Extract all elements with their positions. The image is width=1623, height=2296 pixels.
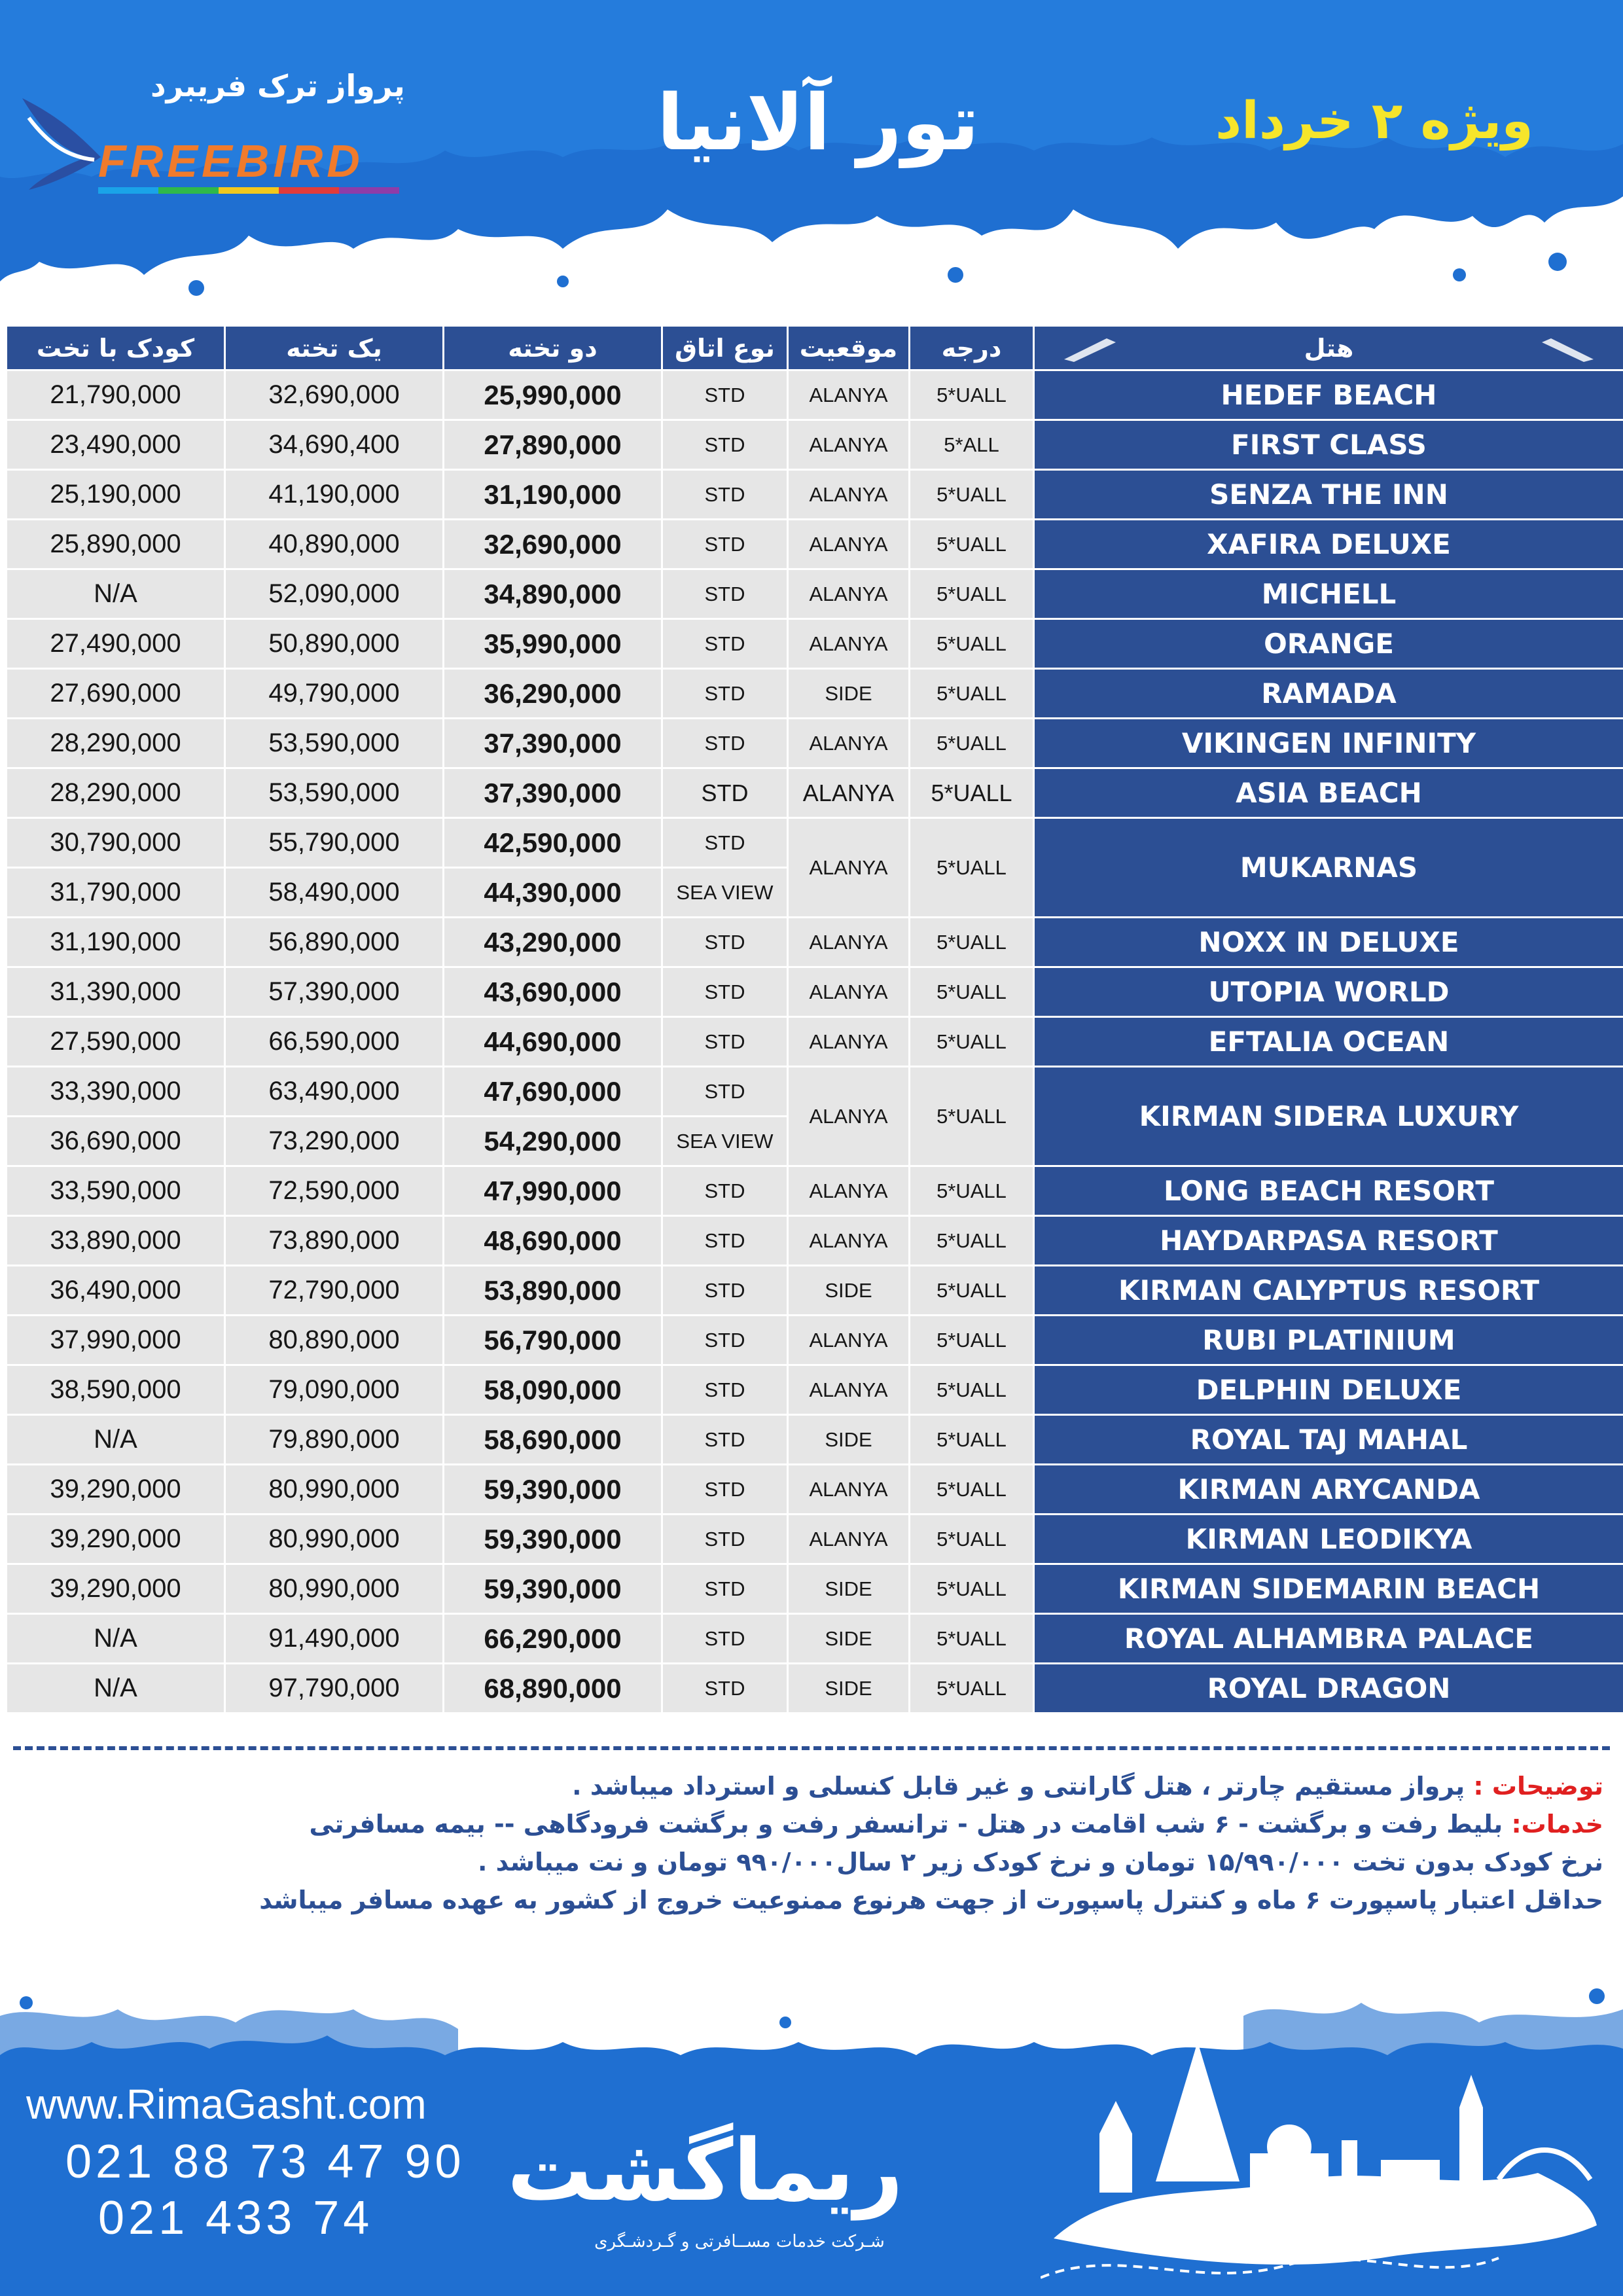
table-row <box>7 918 1623 967</box>
cell-child-bed: 25,890,000 <box>7 520 225 569</box>
brush-icon <box>1538 333 1597 365</box>
cell-room-type: STD <box>662 1415 788 1465</box>
cell-hotel-name: EFTALIA OCEAN <box>1034 1017 1623 1067</box>
cell-child-bed: 39,290,000 <box>7 1465 225 1515</box>
cell-location: ALANYA <box>788 569 910 619</box>
header-hotel-label: هتل <box>1304 333 1354 363</box>
cell-room-type: STD <box>662 1166 788 1216</box>
cell-child-bed: N/A <box>7 569 225 619</box>
freebird-logo-icon <box>16 92 107 196</box>
cell-room-type: STD <box>662 569 788 619</box>
cell-double: 44,390,000 <box>444 868 662 918</box>
cell-room-type: STD <box>662 1316 788 1365</box>
cell-child-bed: N/A <box>7 1664 225 1713</box>
cell-room-type: STD <box>662 768 788 818</box>
cell-double: 54,290,000 <box>444 1117 662 1166</box>
cell-single: 80,990,000 <box>225 1465 444 1515</box>
cell-double: 31,190,000 <box>444 470 662 520</box>
cell-double: 59,390,000 <box>444 1515 662 1564</box>
table-row <box>7 768 1623 818</box>
cell-child-bed: 33,390,000 <box>7 1067 225 1117</box>
note-services-text: بلیط رفت و برگشت - ۶ شب اقامت در هتل - ترانسفر رفت و برگشت فرودگاهی -- بیمه مسافرتی <box>309 1810 1512 1839</box>
cell-double: 37,390,000 <box>444 768 662 818</box>
cell-location: ALANYA <box>788 1316 910 1365</box>
cell-child-bed: 33,590,000 <box>7 1166 225 1216</box>
cell-grade: 5*UALL <box>910 1515 1034 1564</box>
cell-location: SIDE <box>788 1266 910 1316</box>
table-row <box>7 669 1623 719</box>
table-header-row <box>7 326 1623 370</box>
cell-double: 43,690,000 <box>444 967 662 1017</box>
table-row <box>7 1365 1623 1415</box>
phone-number-1: 021 88 73 47 90 <box>65 2136 465 2188</box>
table-row <box>7 1564 1623 1614</box>
cell-single: 52,090,000 <box>225 569 444 619</box>
phone-number-2: 021 433 74 <box>98 2192 374 2244</box>
cell-double: 42,590,000 <box>444 818 662 868</box>
cell-grade: 5*ALL <box>910 420 1034 470</box>
note-services-label: خدمات: <box>1511 1810 1603 1839</box>
brand-name: FREEBIRD <box>98 135 364 187</box>
cell-single: 91,490,000 <box>225 1614 444 1664</box>
cell-single: 80,990,000 <box>225 1564 444 1614</box>
cell-location: ALANYA <box>788 1017 910 1067</box>
header-grade: درجه <box>910 326 1034 370</box>
cell-grade: 5*UALL <box>910 1465 1034 1515</box>
cell-hotel-name: UTOPIA WORLD <box>1034 967 1623 1017</box>
table-row <box>7 1166 1623 1216</box>
header-location: موقعیت <box>788 326 910 370</box>
company-tagline: شـرکت خدمات مســافرتی و گـردشـگری <box>594 2232 885 2251</box>
cell-child-bed: 30,790,000 <box>7 818 225 868</box>
cell-room-type: STD <box>662 918 788 967</box>
cell-single: 55,790,000 <box>225 818 444 868</box>
cell-child-bed: 31,790,000 <box>7 868 225 918</box>
cell-hotel-name: SENZA THE INN <box>1034 470 1623 520</box>
cell-grade: 5*UALL <box>910 818 1034 918</box>
cell-room-type: STD <box>662 1365 788 1415</box>
cell-location: ALANYA <box>788 470 910 520</box>
cell-grade: 5*UALL <box>910 918 1034 967</box>
table-row <box>7 1415 1623 1465</box>
header-hotel <box>1034 326 1623 370</box>
cell-grade: 5*UALL <box>910 1316 1034 1365</box>
note-description-text: پرواز مستقیم چارتر ، هتل گارانتی و غیر قابل کنسلی و استرداد میباشد . <box>572 1772 1474 1801</box>
cell-single: 56,890,000 <box>225 918 444 967</box>
table-row <box>7 470 1623 520</box>
cell-room-type: STD <box>662 1564 788 1614</box>
cell-double: 32,690,000 <box>444 520 662 569</box>
cell-grade: 5*UALL <box>910 768 1034 818</box>
cell-location: ALANYA <box>788 520 910 569</box>
header-double: دو تخته <box>444 326 662 370</box>
cell-child-bed: N/A <box>7 1614 225 1664</box>
table-body <box>7 370 1623 1713</box>
cell-grade: 5*UALL <box>910 1017 1034 1067</box>
cell-hotel-name: HEDEF BEACH <box>1034 370 1623 420</box>
cell-hotel-name: FIRST CLASS <box>1034 420 1623 470</box>
cell-child-bed: 33,890,000 <box>7 1216 225 1266</box>
cell-room-type: STD <box>662 818 788 868</box>
cell-single: 79,890,000 <box>225 1415 444 1465</box>
cell-single: 72,790,000 <box>225 1266 444 1316</box>
cell-single: 73,890,000 <box>225 1216 444 1266</box>
cell-grade: 5*UALL <box>910 569 1034 619</box>
cell-single: 72,590,000 <box>225 1166 444 1216</box>
cell-child-bed: 27,590,000 <box>7 1017 225 1067</box>
cell-single: 73,290,000 <box>225 1117 444 1166</box>
cell-child-bed: 39,290,000 <box>7 1564 225 1614</box>
cell-child-bed: 23,490,000 <box>7 420 225 470</box>
cell-hotel-name: MUKARNAS <box>1034 818 1623 918</box>
cell-grade: 5*UALL <box>910 470 1034 520</box>
cell-room-type: STD <box>662 1216 788 1266</box>
cell-grade: 5*UALL <box>910 1415 1034 1465</box>
cell-location: ALANYA <box>788 1515 910 1564</box>
cell-child-bed: 27,690,000 <box>7 669 225 719</box>
tour-title: تور آلانیا <box>656 77 980 168</box>
brand-stripes <box>98 187 399 194</box>
note-child-rate: نرخ کودک بدون تخت ۱۵/۹۹۰/۰۰۰ تومان و نرخ کودک زیر ۲ سال۹۹۰/۰۰۰ تومان و نت میباشد . <box>477 1848 1603 1876</box>
cell-hotel-name: KIRMAN CALYPTUS RESORT <box>1034 1266 1623 1316</box>
header <box>0 0 1623 308</box>
cell-child-bed: 27,490,000 <box>7 619 225 669</box>
cell-location: SIDE <box>788 1564 910 1614</box>
cell-double: 34,890,000 <box>444 569 662 619</box>
special-offer-badge: ویژه ۲ خرداد <box>1215 92 1533 151</box>
note-passport: حداقل اعتبار پاسپورت ۶ ماه و کنترل پاسپورت از جهت هرنوع ممنوعیت خروج از کشور به عهده مسافر میباشد <box>259 1886 1603 1914</box>
cell-double: 47,990,000 <box>444 1166 662 1216</box>
cell-hotel-name: KIRMAN SIDEMARIN BEACH <box>1034 1564 1623 1614</box>
cell-single: 41,190,000 <box>225 470 444 520</box>
cell-hotel-name: KIRMAN SIDERA LUXURY <box>1034 1067 1623 1166</box>
notes-section <box>26 1767 1623 1919</box>
cell-room-type: STD <box>662 470 788 520</box>
cell-location: ALANYA <box>788 1365 910 1415</box>
cell-double: 59,390,000 <box>444 1465 662 1515</box>
cell-room-type: STD <box>662 967 788 1017</box>
cell-single: 53,590,000 <box>225 768 444 818</box>
cell-double: 56,790,000 <box>444 1316 662 1365</box>
cell-double: 53,890,000 <box>444 1266 662 1316</box>
brand-caption: پرواز ترک فریبرد <box>151 68 405 103</box>
table-row <box>7 818 1623 868</box>
table-row <box>7 719 1623 768</box>
cell-double: 58,090,000 <box>444 1365 662 1415</box>
cell-grade: 5*UALL <box>910 1365 1034 1415</box>
cell-location: ALANYA <box>788 768 910 818</box>
cell-grade: 5*UALL <box>910 1564 1034 1614</box>
footer <box>0 1977 1623 2296</box>
cell-double: 48,690,000 <box>444 1216 662 1266</box>
cell-grade: 5*UALL <box>910 1166 1034 1216</box>
cell-grade: 5*UALL <box>910 619 1034 669</box>
cell-double: 27,890,000 <box>444 420 662 470</box>
cell-child-bed: 28,290,000 <box>7 719 225 768</box>
cell-hotel-name: RAMADA <box>1034 669 1623 719</box>
cell-child-bed: 31,190,000 <box>7 918 225 967</box>
table-row <box>7 1216 1623 1266</box>
cell-double: 66,290,000 <box>444 1614 662 1664</box>
cell-child-bed: 25,190,000 <box>7 470 225 520</box>
cell-child-bed: 21,790,000 <box>7 370 225 420</box>
cell-child-bed: N/A <box>7 1415 225 1465</box>
table-row <box>7 1266 1623 1316</box>
cell-child-bed: 28,290,000 <box>7 768 225 818</box>
cell-double: 43,290,000 <box>444 918 662 967</box>
cell-hotel-name: KIRMAN ARYCANDA <box>1034 1465 1623 1515</box>
cell-room-type: SEA VIEW <box>662 1117 788 1166</box>
cell-room-type: STD <box>662 669 788 719</box>
cell-grade: 5*UALL <box>910 520 1034 569</box>
cell-grade: 5*UALL <box>910 1614 1034 1664</box>
header-single: یک تخته <box>225 326 444 370</box>
table-row <box>7 619 1623 669</box>
cell-single: 57,390,000 <box>225 967 444 1017</box>
cell-location: SIDE <box>788 669 910 719</box>
cell-room-type: STD <box>662 420 788 470</box>
cell-single: 50,890,000 <box>225 619 444 669</box>
table-row <box>7 569 1623 619</box>
cell-hotel-name: DELPHIN DELUXE <box>1034 1365 1623 1415</box>
cell-double: 59,390,000 <box>444 1564 662 1614</box>
cell-single: 34,690,400 <box>225 420 444 470</box>
cell-room-type: STD <box>662 1614 788 1664</box>
table-row <box>7 1316 1623 1365</box>
cell-location: ALANYA <box>788 719 910 768</box>
table-row <box>7 1067 1623 1117</box>
cell-child-bed: 39,290,000 <box>7 1515 225 1564</box>
note-services <box>26 1805 1603 1843</box>
cell-hotel-name: ROYAL DRAGON <box>1034 1664 1623 1713</box>
cell-location: ALANYA <box>788 420 910 470</box>
cell-grade: 5*UALL <box>910 1266 1034 1316</box>
cell-double: 68,890,000 <box>444 1664 662 1713</box>
cell-hotel-name: ROYAL ALHAMBRA PALACE <box>1034 1614 1623 1664</box>
table-row <box>7 1614 1623 1664</box>
cell-room-type: SEA VIEW <box>662 868 788 918</box>
table-row <box>7 1465 1623 1515</box>
header-child-bed: کودک با تخت <box>7 326 225 370</box>
travel-skyline-icon <box>1041 2029 1603 2291</box>
cell-location: ALANYA <box>788 818 910 918</box>
table-row <box>7 420 1623 470</box>
cell-hotel-name: NOXX IN DELUXE <box>1034 918 1623 967</box>
cell-single: 58,490,000 <box>225 868 444 918</box>
cell-location: ALANYA <box>788 1216 910 1266</box>
cell-hotel-name: HAYDARPASA RESORT <box>1034 1216 1623 1266</box>
cell-single: 49,790,000 <box>225 669 444 719</box>
cell-double: 25,990,000 <box>444 370 662 420</box>
cell-grade: 5*UALL <box>910 1067 1034 1166</box>
cell-location: ALANYA <box>788 1166 910 1216</box>
cell-single: 40,890,000 <box>225 520 444 569</box>
brush-icon <box>1061 333 1120 365</box>
cell-child-bed: 37,990,000 <box>7 1316 225 1365</box>
cell-grade: 5*UALL <box>910 1664 1034 1713</box>
cell-grade: 5*UALL <box>910 1216 1034 1266</box>
cell-double: 58,690,000 <box>444 1415 662 1465</box>
cell-double: 47,690,000 <box>444 1067 662 1117</box>
cell-grade: 5*UALL <box>910 370 1034 420</box>
cell-location: ALANYA <box>788 370 910 420</box>
cell-child-bed: 31,390,000 <box>7 967 225 1017</box>
table-row <box>7 967 1623 1017</box>
divider-top <box>13 1746 1610 1750</box>
cell-single: 80,990,000 <box>225 1515 444 1564</box>
price-table <box>5 325 1623 1714</box>
cell-room-type: STD <box>662 1515 788 1564</box>
company-logo-name: ریماگشت <box>507 2121 903 2220</box>
cell-room-type: STD <box>662 719 788 768</box>
cell-single: 53,590,000 <box>225 719 444 768</box>
cell-grade: 5*UALL <box>910 967 1034 1017</box>
cell-hotel-name: LONG BEACH RESORT <box>1034 1166 1623 1216</box>
cell-child-bed: 36,690,000 <box>7 1117 225 1166</box>
cell-room-type: STD <box>662 370 788 420</box>
cell-single: 32,690,000 <box>225 370 444 420</box>
note-description-label: توضیحات : <box>1473 1772 1603 1801</box>
cell-location: SIDE <box>788 1614 910 1664</box>
cell-room-type: STD <box>662 1067 788 1117</box>
cell-double: 35,990,000 <box>444 619 662 669</box>
cell-room-type: STD <box>662 1664 788 1713</box>
cell-single: 79,090,000 <box>225 1365 444 1415</box>
cell-location: SIDE <box>788 1415 910 1465</box>
table-row <box>7 1664 1623 1713</box>
cell-hotel-name: KIRMAN LEODIKYA <box>1034 1515 1623 1564</box>
cell-location: ALANYA <box>788 918 910 967</box>
website-url: www.RimaGasht.com <box>26 2081 427 2128</box>
cell-room-type: STD <box>662 1017 788 1067</box>
cell-hotel-name: VIKINGEN INFINITY <box>1034 719 1623 768</box>
cell-child-bed: 38,590,000 <box>7 1365 225 1415</box>
cell-location: SIDE <box>788 1664 910 1713</box>
cell-room-type: STD <box>662 520 788 569</box>
cell-location: ALANYA <box>788 1465 910 1515</box>
cell-hotel-name: ASIA BEACH <box>1034 768 1623 818</box>
table-row <box>7 1017 1623 1067</box>
cell-room-type: STD <box>662 619 788 669</box>
cell-grade: 5*UALL <box>910 669 1034 719</box>
cell-single: 97,790,000 <box>225 1664 444 1713</box>
cell-single: 66,590,000 <box>225 1017 444 1067</box>
cell-hotel-name: ORANGE <box>1034 619 1623 669</box>
cell-location: ALANYA <box>788 1067 910 1166</box>
note-description <box>26 1767 1603 1805</box>
cell-grade: 5*UALL <box>910 719 1034 768</box>
table-row <box>7 520 1623 569</box>
table-row <box>7 370 1623 420</box>
cell-location: ALANYA <box>788 619 910 669</box>
cell-room-type: STD <box>662 1266 788 1316</box>
cell-hotel-name: XAFIRA DELUXE <box>1034 520 1623 569</box>
cell-double: 37,390,000 <box>444 719 662 768</box>
table-row <box>7 1515 1623 1564</box>
cell-hotel-name: MICHELL <box>1034 569 1623 619</box>
cell-hotel-name: ROYAL TAJ MAHAL <box>1034 1415 1623 1465</box>
cell-child-bed: 36,490,000 <box>7 1266 225 1316</box>
cell-single: 63,490,000 <box>225 1067 444 1117</box>
cell-location: ALANYA <box>788 967 910 1017</box>
header-room-type: نوع اتاق <box>662 326 788 370</box>
cell-double: 44,690,000 <box>444 1017 662 1067</box>
cell-hotel-name: RUBI PLATINIUM <box>1034 1316 1623 1365</box>
cell-single: 80,890,000 <box>225 1316 444 1365</box>
cell-room-type: STD <box>662 1465 788 1515</box>
cell-double: 36,290,000 <box>444 669 662 719</box>
